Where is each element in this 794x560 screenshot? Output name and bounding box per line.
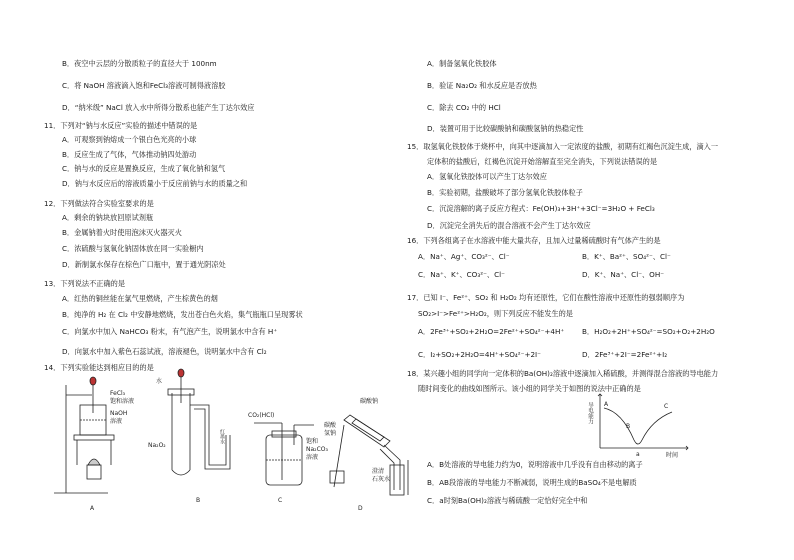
label-nahco3-1: 碳酸 [324, 422, 337, 429]
fig-label-b: B [196, 497, 201, 504]
label-red-ink: 红墨水 [219, 429, 225, 444]
right-line-r26: C．a时刻Ba(OH)₂溶液与稀硫酸一定恰好完全中和 [427, 496, 588, 505]
right-line-r6: 定体积的盐酸后，红褐色沉淀开始溶解直至完全消失，下列说法错误的是 [427, 157, 658, 166]
graph-ylabel: 导电能力 [587, 402, 593, 424]
right-line-r22: 18．某兴趣小组的同学向一定体积的Ba(OH)₂溶液中逐滴加入稀硫酸，并测得混合溶液的导电能力 [407, 369, 719, 378]
graph-point-a-upper: A [604, 401, 609, 408]
left-line-l16: B．纯净的 H₂ 在 Cl₂ 中安静地燃烧，发出苍白色火焰，集气瓶瓶口呈现雾状 [62, 310, 303, 319]
right-line-r13: B．K⁺、Ba²⁺、SO₄²⁻、Cl⁻ [582, 252, 671, 261]
graph-point-b: B [626, 423, 631, 430]
left-line-l2: C．将 NaOH 溶液滴入饱和FeCl₃溶液可制得液溶胶 [62, 81, 226, 90]
left-line-l3: D．“纳米级” NaCl 放入水中所得分散系也能产生丁达尔效应 [62, 103, 255, 112]
graph-xlabel: 时间 [666, 452, 679, 458]
right-line-r16: 17．已知 I⁻、Fe²⁺、SO₂ 和 H₂O₂ 均有还原性，它们在酸性溶液中还原性的强弱顺序为 [407, 293, 685, 302]
left-line-l6: B．反应生成了气体，气体推动钠四处游动 [62, 150, 197, 159]
right-line-r10: D．沉淀完全消失后的混合溶液不会产生丁达尔效应 [427, 221, 591, 230]
left-line-l11: B．金属钠着火时使用泡沫灭火器灭火 [62, 228, 182, 237]
fig-label-c: C [278, 497, 283, 504]
left-line-l5: A．可观察到钠熔成一个银白色光亮的小球 [62, 135, 197, 144]
right-line-r3: C．除去 CO₂ 中的 HCl [427, 103, 501, 112]
right-line-r4: D．装置可用于比较碳酸钠和碳酸氢钠的热稳定性 [427, 124, 584, 133]
label-sat: 饱和 [306, 438, 319, 445]
label-water: 水 [156, 378, 163, 385]
label-na2co3: Na₂CO₃ [306, 446, 328, 453]
conductivity-curve [604, 408, 672, 444]
label-naoh-sol: 溶液 [110, 418, 123, 425]
left-line-l1: B．夜空中云层的分散质粒子的直径大于 100nm [62, 59, 217, 68]
left-line-l10: A．剩余的钠块放回原试剂瓶 [62, 213, 154, 222]
q14-apparatus-figure [44, 365, 414, 515]
left-line-l9: 12．下列做法符合实验室要求的是 [44, 199, 154, 208]
right-line-r2: B．验证 Na₂O₂ 和水反应是否放热 [427, 81, 537, 90]
label-limewater-2: 石灰水 [372, 476, 391, 483]
fig-label-a: A [90, 505, 95, 512]
right-line-r19: B．H₂O₂+2H⁺+SO₄²⁻=SO₂+O₂+2H₂O [582, 327, 715, 336]
graph-point-a-lower: a [636, 451, 640, 458]
label-fecl3: FeCl₃ [110, 390, 126, 397]
right-line-r14: C．Na⁺、K⁺、CO₃²⁻、Cl⁻ [418, 270, 505, 279]
right-line-r15: D．K⁺、Na⁺、Cl⁻、OH⁻ [582, 270, 665, 279]
label-sol: 溶液 [306, 454, 319, 461]
right-line-r24: A．B处溶液的导电能力约为0，说明溶液中几乎没有自由移动的离子 [427, 460, 643, 469]
right-line-r25: B．AB段溶液的导电能力不断减弱，说明生成的BaSO₄不是电解质 [427, 478, 637, 487]
label-co2: CO₂(HCl) [248, 412, 275, 419]
label-naoh: NaOH [110, 410, 128, 417]
label-na2o2: Na₂O₂ [148, 442, 166, 449]
right-line-r23: 随时间变化的曲线如图所示。该小组的同学关于如图的说法中正确的是 [418, 384, 641, 393]
label-fecl3-sat: 饱和溶液 [110, 398, 135, 405]
left-line-l14: 13．下列说法不正确的是 [44, 279, 126, 288]
right-line-r11: 16．下列各组离子在水溶液中能大量共存，且加入过量稀硫酸时有气体产生的是 [407, 236, 661, 245]
left-line-l15: A．红热的铜丝能在氯气里燃烧，产生棕黄色的烟 [62, 294, 218, 303]
left-line-l13: D．新制氯水保存在棕色广口瓶中，置于通光阴凉处 [62, 260, 226, 269]
label-limewater-1: 澄清 [372, 468, 385, 475]
label-nahco3-2: 氢钠 [324, 430, 337, 437]
q18-conductivity-graph [582, 390, 692, 458]
left-line-l19: 14．下列实验能达到相应目的的是 [44, 363, 154, 372]
right-line-r18: A．2Fe³⁺+SO₂+2H₂O=2Fe²⁺+SO₄²⁻+4H⁺ [418, 327, 565, 336]
left-line-l8: D．钠与水反应后的溶液质量小于反应前钠与水的质量之和 [62, 179, 248, 188]
right-line-r1: A．制备氢氧化铁胶体 [427, 59, 497, 68]
right-line-r17: SO₂>I⁻>Fe²⁺>H₂O₂，则下列反应不能发生的是 [418, 309, 573, 318]
graph-point-c: C [664, 403, 669, 410]
right-line-r9: C．沉淀溶解的离子反应方程式：Fe(OH)₃+3H⁺+3Cl⁻=3H₂O + FeCl₃ [427, 204, 655, 213]
right-line-r20: C．I₂+SO₂+2H₂O=4H⁺+SO₄²⁻+2I⁻ [418, 350, 541, 359]
right-line-r7: A．氢氧化铁胶体可以产生丁达尔效应 [427, 172, 547, 181]
right-line-r21: D．2Fe³⁺+2I⁻=2Fe²⁺+I₂ [582, 350, 668, 359]
left-line-l4: 11．下列对“钠与水反应”实验的描述中错误的是 [44, 121, 198, 130]
left-line-l12: C．浓硫酸与氢氧化钠固体放在同一实验橱内 [62, 244, 204, 253]
left-line-l17: C．向氯水中加入 NaHCO₃ 粉末，有气泡产生，说明氯水中含有 H⁺ [62, 327, 278, 336]
right-line-r8: B．实验初期，盐酸破坏了部分氢氧化铁胶体粒子 [427, 188, 583, 197]
left-line-l7: C．钠与水的反应是置换反应，生成了氧化钠和氢气 [62, 164, 226, 173]
right-line-r12: A．Na⁺、Ag⁺、CO₃²⁻、Cl⁻ [418, 252, 510, 261]
left-line-l18: D．向氯水中加入紫色石蕊试液，溶液褪色，说明氯水中含有 Cl₂ [62, 347, 267, 356]
fig-label-d: D [358, 505, 363, 512]
label-na2co3-d: 碳酸钠 [360, 398, 379, 405]
right-line-r5: 15．取氢氧化铁胶体于烧杯中，向其中逐滴加入一定浓度的盐酸，初期有红褐色沉淀生成，滴入一 [407, 142, 719, 151]
